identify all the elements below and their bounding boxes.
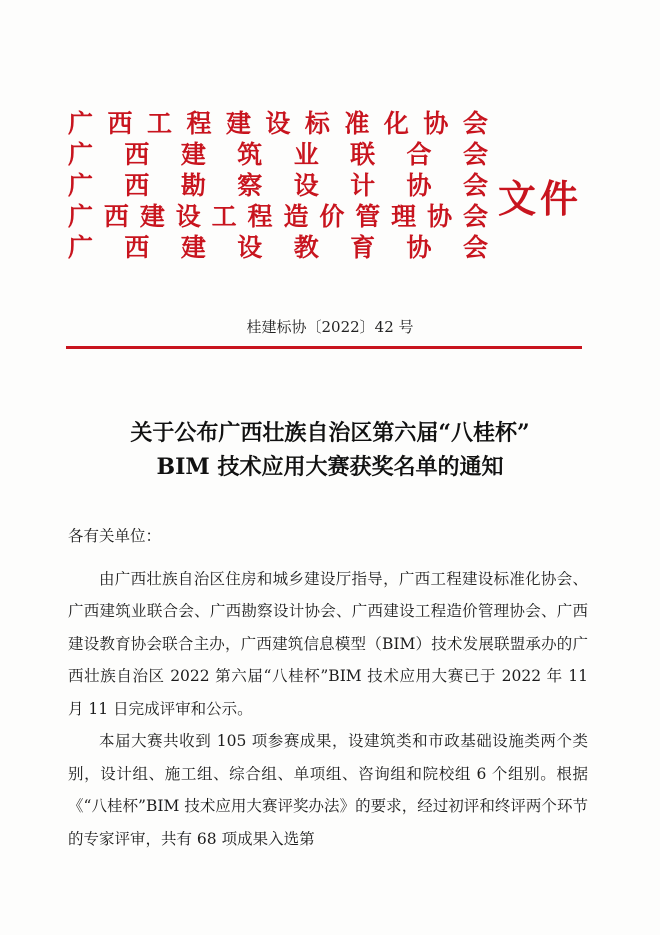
issuer-name: 广 西 勘 察 设 计 协 会	[68, 171, 488, 200]
notice-title-line-1: 关于公布广西壮族自治区第六届“八桂杯”	[130, 420, 530, 446]
issuer-name: 广 西 建 设 教 育 协 会	[68, 233, 488, 262]
issuer-list	[68, 108, 488, 263]
issuer-name: 广 西 工 程 建 设 标 准 化 协 会	[68, 109, 488, 138]
document-number: 桂建标协〔2022〕42 号	[246, 318, 414, 336]
notice-title	[0, 416, 660, 484]
notice-title-line-2: BIM 技术应用大赛获奖名单的通知	[156, 454, 504, 480]
body-paragraph-2: 本届大赛共收到 105 项参赛成果，设建筑类和市政基础设施类两个类别，设计组、施工组、综合组、单项组、咨询组和院校组 6 个组别。根据《“八桂杯”BIM 技术应用大赛评奖办法》的要求，经过初评和终评两个环节的专家评审，共有 68 项成果入选第	[68, 732, 588, 848]
red-divider-line	[66, 346, 582, 349]
issuer-name: 广 西 建 筑 业 联 合 会	[68, 140, 488, 169]
issuer-name: 广 西 建 设 工 程 造 价 管 理 协 会	[68, 202, 488, 231]
document-type-label: 文件	[498, 177, 583, 221]
notice-body	[68, 520, 588, 855]
body-paragraph-1: 由广西壮族自治区住房和城乡建设厅指导，广西工程建设标准化协会、广西建筑业联合会、广西勘察设计协会、广西建设工程造价管理协会、广西建设教育协会联合主办，广西建筑信息模型（BIM）技术发展联盟承办的广西壮族自治区 2022 第六届“八桂杯”BIM 技术应用大赛已于 2022 年 11 月 11 日完成评审和公示。	[68, 569, 588, 718]
salutation: 各有关单位：	[68, 527, 162, 545]
